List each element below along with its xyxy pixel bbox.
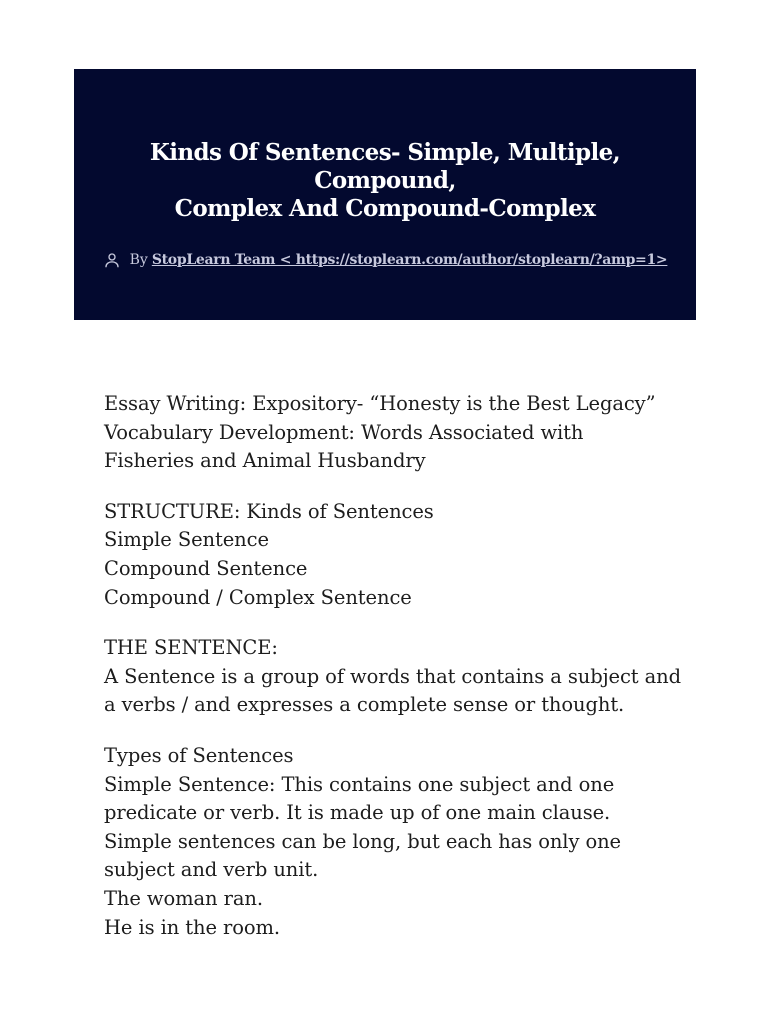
user-icon bbox=[103, 251, 121, 269]
article-header bbox=[74, 69, 696, 320]
text-line: Essay Writing: Expository- “Honesty is the Best Legacy” bbox=[104, 392, 656, 415]
paragraph-4 bbox=[104, 742, 684, 942]
paragraph-3 bbox=[104, 634, 684, 720]
text-line: Vocabulary Development: Words Associated with bbox=[104, 420, 584, 444]
paragraph-1 bbox=[104, 390, 684, 476]
text-line: Fisheries and Animal Husbandry bbox=[104, 449, 426, 473]
text-line: THE SENTENCE: bbox=[104, 636, 278, 660]
text-line: Simple Sentence bbox=[104, 528, 269, 552]
paragraph-2 bbox=[104, 498, 684, 612]
text-line: Types of Sentences bbox=[104, 743, 294, 767]
text-line: a verbs / and expresses a complete sense or thought. bbox=[104, 693, 625, 717]
article-title-line-2: Complex And Compound-Complex bbox=[174, 195, 596, 222]
byline-prefix: By bbox=[129, 252, 148, 268]
text-line: STRUCTURE: Kinds of Sentences bbox=[104, 499, 434, 523]
byline bbox=[94, 251, 676, 269]
author-link[interactable]: StopLearn Team < https://stoplearn.com/author/stoplearn/?amp=1> bbox=[151, 252, 668, 268]
text-line: A Sentence is a group of words that contains a subject and bbox=[104, 664, 682, 688]
article-title-line-1: Kinds Of Sentences- Simple, Multiple, Compound, bbox=[149, 139, 621, 194]
article-body bbox=[104, 390, 684, 964]
text-line: predicate or verb. It is made up of one main clause. bbox=[104, 801, 611, 825]
text-line: Simple Sentence: This contains one subject and one bbox=[104, 772, 615, 796]
text-line: Compound / Complex Sentence bbox=[104, 585, 412, 609]
text-line: Simple sentences can be long, but each has only one bbox=[104, 829, 621, 853]
text-line: The woman ran. bbox=[104, 886, 263, 910]
article-title bbox=[94, 139, 676, 223]
text-line: subject and verb unit. bbox=[104, 858, 319, 882]
text-line: Compound Sentence bbox=[104, 556, 308, 580]
text-line: He is in the room. bbox=[104, 915, 281, 939]
